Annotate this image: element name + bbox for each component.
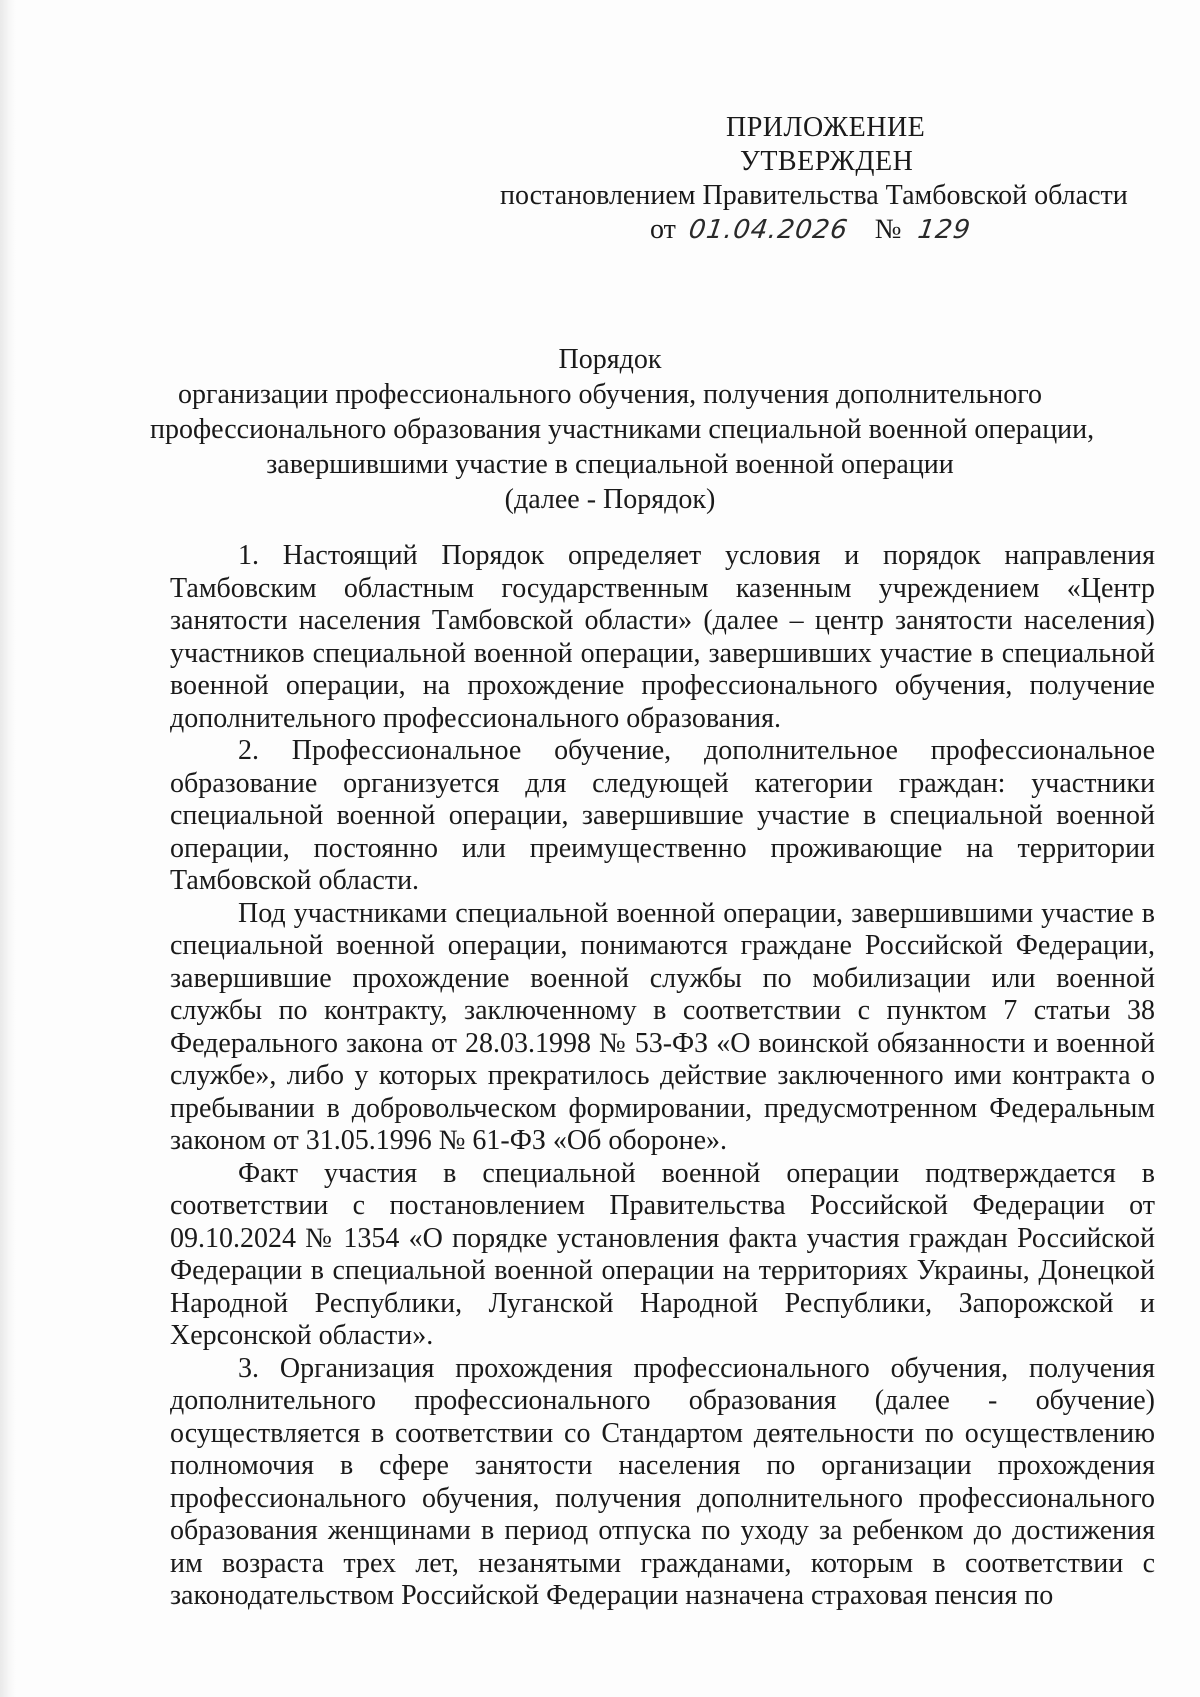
paragraph-2: 2. Профессиональное обучение, дополнительное профессиональное образование организуется для следующей категории граждан: участники специальной военной операции, завершившие участие в специальной военной операции, постоянно или преимущественно проживающие на территории Тамбовской области. bbox=[170, 735, 1155, 896]
title-line-4: (далее - Порядок) bbox=[504, 484, 716, 515]
number-prefix: № bbox=[874, 214, 902, 245]
title-heading: Порядок bbox=[558, 344, 662, 375]
title-line-1: организации профессионального обучения, получения дополнительного bbox=[177, 379, 1043, 410]
date-number-line bbox=[650, 214, 974, 246]
decree-line: постановлением Правительства Тамбовской области bbox=[500, 180, 1128, 211]
date-prefix: от bbox=[650, 214, 676, 245]
title-line-2: профессионального образования участниками специальной военной операции, bbox=[150, 414, 1095, 445]
paragraph-5: 3. Организация прохождения профессионального обучения, получения дополнительного профессионального образования (далее - обучение) осуществляется в соответствии со Стандартом деятельности по осуществлению полномочия в сфере занятости населения по организации прохождения профессионального обучения, получения дополнительного профессионального образования женщинами в период отпуска по уходу за ребенком до достижения им возраста трех лет, незанятыми гражданами, которым в соответствии с законодательством Российской Федерации назначена страховая пенсия по bbox=[170, 1352, 1155, 1611]
title-line-3: завершившими участие в специальной военной операции bbox=[266, 449, 954, 480]
paragraph-1: 1. Настоящий Порядок определяет условия и порядок направления Тамбовским областным государственным казенным учреждением «Центр занятости населения Тамбовской области» (далее – центр занятости населения) участников специальной военной операции, завершивших участие в специальной военной операции, на прохождение профессионального обучения, получение дополнительного профессионального образования. bbox=[170, 540, 1155, 734]
approved-label: УТВЕРЖДЕН bbox=[740, 146, 914, 177]
handwritten-date: 01.04.2026 bbox=[686, 215, 850, 245]
scan-edge-shadow bbox=[0, 0, 16, 1697]
appendix-label: ПРИЛОЖЕНИЕ bbox=[726, 112, 926, 143]
paragraph-3: Под участниками специальной военной операции, завершившими участие в специальной военной операции, понимаются граждане Российской Федерации, завершившие прохождение военной службы по мобилизации или военной службы по контракту, заключенному в соответствии с пунктом 7 статьи 38 Федерального закона от 28.03.1998 № 53-ФЗ «О воинской обязанности и военной службе», либо у которых прекратилось действие заключенного ими контракта о пребывании в добровольческом формировании, предусмотренном Федеральным законом от 31.05.1996 № 61-ФЗ «Об обороне». bbox=[170, 897, 1155, 1156]
handwritten-number: 129 bbox=[916, 215, 974, 245]
document-title bbox=[150, 342, 1095, 517]
paragraph-4: Факт участия в специальной военной операции подтверждается в соответствии с постановлением Правительства Российской Федерации от 09.10.2024 № 1354 «О порядке установления факта участия граждан Российской Федерации в специальной военной операции на территориях Украины, Донецкой Народной Республики, Луганской Народной Республики, Запорожской и Херсонской области». bbox=[170, 1157, 1155, 1351]
document-body bbox=[170, 540, 1155, 1613]
